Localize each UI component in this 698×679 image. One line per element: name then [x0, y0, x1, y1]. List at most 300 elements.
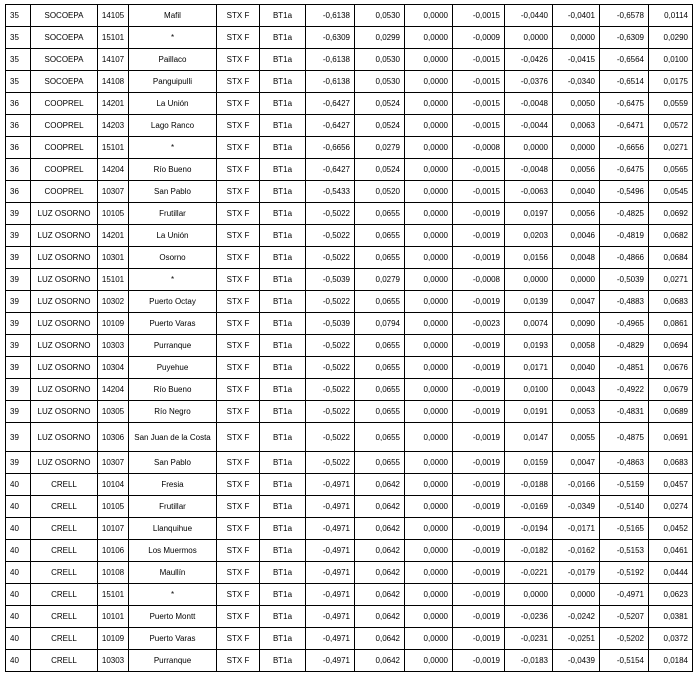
table-row	[6, 71, 693, 93]
cell-commune-name: La Unión	[129, 93, 217, 115]
cell-company-name: LUZ OSORNO	[31, 203, 98, 225]
cell-value-6: -0,0162	[553, 540, 600, 562]
cell-value-1: -0,4971	[306, 628, 355, 650]
cell-commune-name: Río Negro	[129, 401, 217, 423]
cell-commune-code: 10307	[98, 452, 129, 474]
cell-value-4: -0,0023	[453, 313, 505, 335]
cell-value-2: 0,0642	[355, 628, 405, 650]
cell-value-5: 0,0156	[505, 247, 553, 269]
cell-value-8: 0,0114	[649, 5, 693, 27]
cell-value-2: 0,0655	[355, 203, 405, 225]
cell-value-1: -0,5039	[306, 313, 355, 335]
cell-value-8: 0,0692	[649, 203, 693, 225]
cell-company-id: 40	[6, 562, 31, 584]
cell-tariff: BT1a	[260, 423, 306, 452]
cell-value-1: -0,5022	[306, 452, 355, 474]
cell-value-4: -0,0019	[453, 562, 505, 584]
cell-value-3: 0,0000	[405, 313, 453, 335]
cell-value-3: 0,0000	[405, 93, 453, 115]
cell-value-4: -0,0008	[453, 137, 505, 159]
cell-value-2: 0,0642	[355, 540, 405, 562]
cell-company-id: 39	[6, 452, 31, 474]
cell-value-7: -0,5192	[600, 562, 649, 584]
cell-value-3: 0,0000	[405, 181, 453, 203]
cell-value-4: -0,0019	[453, 401, 505, 423]
cell-value-6: 0,0000	[553, 27, 600, 49]
cell-commune-name: Lago Ranco	[129, 115, 217, 137]
cell-value-3: 0,0000	[405, 71, 453, 93]
cell-value-4: -0,0019	[453, 423, 505, 452]
cell-value-5: -0,0426	[505, 49, 553, 71]
table-row	[6, 650, 693, 672]
cell-value-8: 0,0684	[649, 247, 693, 269]
cell-value-3: 0,0000	[405, 584, 453, 606]
cell-value-8: 0,0683	[649, 291, 693, 313]
cell-company-id: 36	[6, 181, 31, 203]
cell-tariff: BT1a	[260, 313, 306, 335]
cell-value-5: 0,0159	[505, 452, 553, 474]
cell-commune-name: Fresia	[129, 474, 217, 496]
cell-value-2: 0,0655	[355, 423, 405, 452]
cell-commune-code: 10305	[98, 401, 129, 423]
cell-value-4: -0,0015	[453, 93, 505, 115]
cell-value-8: 0,0274	[649, 496, 693, 518]
cell-tariff: BT1a	[260, 540, 306, 562]
cell-value-7: -0,4922	[600, 379, 649, 401]
cell-value-7: -0,4875	[600, 423, 649, 452]
cell-value-5: -0,0183	[505, 650, 553, 672]
cell-value-2: 0,0655	[355, 379, 405, 401]
cell-company-id: 40	[6, 474, 31, 496]
cell-value-1: -0,4971	[306, 650, 355, 672]
cell-system: STX F	[217, 137, 260, 159]
cell-value-8: 0,0461	[649, 540, 693, 562]
cell-value-4: -0,0019	[453, 379, 505, 401]
cell-value-5: 0,0193	[505, 335, 553, 357]
cell-value-3: 0,0000	[405, 335, 453, 357]
cell-company-id: 36	[6, 93, 31, 115]
cell-value-3: 0,0000	[405, 650, 453, 672]
table-row	[6, 269, 693, 291]
cell-company-name: CRELL	[31, 650, 98, 672]
cell-value-3: 0,0000	[405, 269, 453, 291]
cell-value-2: 0,0524	[355, 115, 405, 137]
cell-company-name: SOCOEPA	[31, 5, 98, 27]
cell-value-6: 0,0047	[553, 452, 600, 474]
cell-company-name: CRELL	[31, 518, 98, 540]
cell-value-1: -0,5022	[306, 401, 355, 423]
cell-value-6: 0,0000	[553, 584, 600, 606]
cell-commune-name: Purranque	[129, 650, 217, 672]
cell-value-7: -0,5140	[600, 496, 649, 518]
cell-company-name: LUZ OSORNO	[31, 335, 98, 357]
cell-commune-name: *	[129, 584, 217, 606]
cell-value-3: 0,0000	[405, 518, 453, 540]
cell-value-8: 0,0290	[649, 27, 693, 49]
cell-system: STX F	[217, 452, 260, 474]
cell-value-4: -0,0008	[453, 269, 505, 291]
cell-value-4: -0,0019	[453, 335, 505, 357]
cell-tariff: BT1a	[260, 115, 306, 137]
cell-value-7: -0,6475	[600, 159, 649, 181]
cell-company-name: LUZ OSORNO	[31, 225, 98, 247]
cell-value-5: -0,0236	[505, 606, 553, 628]
cell-value-7: -0,5202	[600, 628, 649, 650]
cell-tariff: BT1a	[260, 247, 306, 269]
cell-value-5: -0,0194	[505, 518, 553, 540]
cell-commune-name: *	[129, 27, 217, 49]
cell-value-2: 0,0279	[355, 269, 405, 291]
cell-value-5: 0,0000	[505, 137, 553, 159]
cell-company-name: LUZ OSORNO	[31, 401, 98, 423]
cell-value-3: 0,0000	[405, 540, 453, 562]
cell-value-6: -0,0439	[553, 650, 600, 672]
cell-value-5: 0,0197	[505, 203, 553, 225]
table-body	[6, 5, 693, 672]
cell-commune-code: 10303	[98, 335, 129, 357]
cell-value-7: -0,4819	[600, 225, 649, 247]
cell-value-2: 0,0794	[355, 313, 405, 335]
cell-value-5: 0,0139	[505, 291, 553, 313]
cell-value-4: -0,0019	[453, 650, 505, 672]
cell-commune-code: 14204	[98, 159, 129, 181]
cell-value-6: 0,0048	[553, 247, 600, 269]
cell-value-2: 0,0655	[355, 401, 405, 423]
cell-value-8: 0,0623	[649, 584, 693, 606]
cell-value-1: -0,5433	[306, 181, 355, 203]
cell-commune-code: 15101	[98, 584, 129, 606]
cell-value-1: -0,6427	[306, 93, 355, 115]
cell-value-2: 0,0642	[355, 650, 405, 672]
cell-value-3: 0,0000	[405, 247, 453, 269]
cell-value-5: -0,0376	[505, 71, 553, 93]
cell-value-6: -0,0349	[553, 496, 600, 518]
cell-value-2: 0,0655	[355, 452, 405, 474]
cell-value-5: -0,0048	[505, 93, 553, 115]
cell-value-5: -0,0063	[505, 181, 553, 203]
cell-company-name: LUZ OSORNO	[31, 379, 98, 401]
cell-company-id: 40	[6, 496, 31, 518]
cell-system: STX F	[217, 159, 260, 181]
cell-value-1: -0,6656	[306, 137, 355, 159]
cell-value-6: 0,0056	[553, 159, 600, 181]
cell-value-8: 0,0184	[649, 650, 693, 672]
cell-value-8: 0,0679	[649, 379, 693, 401]
cell-value-2: 0,0524	[355, 159, 405, 181]
cell-commune-name: La Unión	[129, 225, 217, 247]
cell-company-id: 40	[6, 540, 31, 562]
cell-value-2: 0,0642	[355, 474, 405, 496]
cell-value-4: -0,0019	[453, 247, 505, 269]
cell-value-1: -0,4971	[306, 518, 355, 540]
cell-tariff: BT1a	[260, 628, 306, 650]
cell-value-7: -0,5153	[600, 540, 649, 562]
cell-system: STX F	[217, 423, 260, 452]
cell-value-5: -0,0048	[505, 159, 553, 181]
cell-value-2: 0,0642	[355, 584, 405, 606]
cell-tariff: BT1a	[260, 562, 306, 584]
cell-tariff: BT1a	[260, 71, 306, 93]
cell-company-name: LUZ OSORNO	[31, 247, 98, 269]
cell-value-2: 0,0299	[355, 27, 405, 49]
cell-tariff: BT1a	[260, 269, 306, 291]
cell-company-name: COOPREL	[31, 181, 98, 203]
cell-commune-code: 10101	[98, 606, 129, 628]
cell-tariff: BT1a	[260, 203, 306, 225]
table-row	[6, 203, 693, 225]
cell-value-4: -0,0019	[453, 225, 505, 247]
table-row	[6, 401, 693, 423]
cell-value-3: 0,0000	[405, 225, 453, 247]
cell-company-name: CRELL	[31, 606, 98, 628]
cell-commune-code: 15101	[98, 137, 129, 159]
cell-tariff: BT1a	[260, 584, 306, 606]
cell-value-5: -0,0221	[505, 562, 553, 584]
cell-company-id: 35	[6, 27, 31, 49]
cell-system: STX F	[217, 5, 260, 27]
cell-value-6: 0,0046	[553, 225, 600, 247]
cell-value-2: 0,0279	[355, 137, 405, 159]
cell-company-id: 39	[6, 335, 31, 357]
cell-value-8: 0,0545	[649, 181, 693, 203]
table-row	[6, 335, 693, 357]
cell-commune-code: 14107	[98, 49, 129, 71]
cell-value-8: 0,0452	[649, 518, 693, 540]
table-row	[6, 247, 693, 269]
cell-company-name: COOPREL	[31, 115, 98, 137]
cell-value-1: -0,6138	[306, 71, 355, 93]
table-row	[6, 357, 693, 379]
cell-commune-name: San Pablo	[129, 452, 217, 474]
table-row	[6, 452, 693, 474]
cell-value-3: 0,0000	[405, 49, 453, 71]
cell-tariff: BT1a	[260, 27, 306, 49]
cell-value-6: -0,0171	[553, 518, 600, 540]
cell-tariff: BT1a	[260, 159, 306, 181]
table-row	[6, 379, 693, 401]
table-row	[6, 225, 693, 247]
table-row	[6, 115, 693, 137]
cell-value-7: -0,6578	[600, 5, 649, 27]
cell-commune-name: Puyehue	[129, 357, 217, 379]
cell-value-7: -0,4883	[600, 291, 649, 313]
cell-tariff: BT1a	[260, 181, 306, 203]
cell-system: STX F	[217, 27, 260, 49]
cell-value-7: -0,4866	[600, 247, 649, 269]
cell-value-6: 0,0040	[553, 181, 600, 203]
cell-value-3: 0,0000	[405, 401, 453, 423]
cell-value-3: 0,0000	[405, 606, 453, 628]
cell-value-2: 0,0642	[355, 518, 405, 540]
cell-company-id: 39	[6, 379, 31, 401]
cell-value-8: 0,0444	[649, 562, 693, 584]
cell-commune-code: 10307	[98, 181, 129, 203]
cell-value-6: 0,0000	[553, 269, 600, 291]
table-row	[6, 49, 693, 71]
cell-value-5: 0,0000	[505, 27, 553, 49]
cell-company-id: 39	[6, 225, 31, 247]
cell-commune-name: *	[129, 137, 217, 159]
cell-value-3: 0,0000	[405, 203, 453, 225]
cell-system: STX F	[217, 203, 260, 225]
cell-value-4: -0,0019	[453, 496, 505, 518]
cell-commune-code: 15101	[98, 27, 129, 49]
cell-tariff: BT1a	[260, 291, 306, 313]
cell-value-7: -0,5039	[600, 269, 649, 291]
cell-value-8: 0,0175	[649, 71, 693, 93]
cell-commune-name: Llanquihue	[129, 518, 217, 540]
cell-value-8: 0,0271	[649, 269, 693, 291]
cell-company-id: 40	[6, 606, 31, 628]
cell-value-6: -0,0415	[553, 49, 600, 71]
cell-company-name: LUZ OSORNO	[31, 313, 98, 335]
cell-system: STX F	[217, 115, 260, 137]
cell-value-2: 0,0642	[355, 496, 405, 518]
cell-value-5: 0,0100	[505, 379, 553, 401]
cell-value-5: -0,0231	[505, 628, 553, 650]
cell-commune-name: Puerto Varas	[129, 313, 217, 335]
cell-value-4: -0,0009	[453, 27, 505, 49]
cell-value-6: 0,0040	[553, 357, 600, 379]
cell-value-2: 0,0520	[355, 181, 405, 203]
cell-system: STX F	[217, 650, 260, 672]
cell-value-1: -0,5039	[306, 269, 355, 291]
cell-commune-code: 14105	[98, 5, 129, 27]
cell-commune-code: 10301	[98, 247, 129, 269]
cell-commune-name: San Pablo	[129, 181, 217, 203]
cell-value-2: 0,0655	[355, 335, 405, 357]
cell-value-1: -0,5022	[306, 379, 355, 401]
cell-value-3: 0,0000	[405, 562, 453, 584]
cell-value-5: 0,0171	[505, 357, 553, 379]
cell-value-6: -0,0179	[553, 562, 600, 584]
table-row	[6, 518, 693, 540]
cell-value-3: 0,0000	[405, 159, 453, 181]
cell-company-name: LUZ OSORNO	[31, 357, 98, 379]
cell-value-5: -0,0440	[505, 5, 553, 27]
cell-system: STX F	[217, 540, 260, 562]
cell-value-7: -0,4965	[600, 313, 649, 335]
cell-value-1: -0,4971	[306, 496, 355, 518]
cell-value-1: -0,5022	[306, 203, 355, 225]
cell-system: STX F	[217, 49, 260, 71]
cell-value-8: 0,0271	[649, 137, 693, 159]
cell-value-2: 0,0655	[355, 357, 405, 379]
cell-company-name: COOPREL	[31, 93, 98, 115]
cell-value-6: 0,0055	[553, 423, 600, 452]
cell-system: STX F	[217, 379, 260, 401]
cell-value-8: 0,0381	[649, 606, 693, 628]
cell-value-2: 0,0642	[355, 606, 405, 628]
cell-value-1: -0,6427	[306, 159, 355, 181]
cell-value-3: 0,0000	[405, 628, 453, 650]
cell-value-7: -0,4851	[600, 357, 649, 379]
cell-value-3: 0,0000	[405, 5, 453, 27]
cell-value-6: 0,0050	[553, 93, 600, 115]
table-row	[6, 628, 693, 650]
cell-company-id: 39	[6, 313, 31, 335]
cell-value-2: 0,0655	[355, 225, 405, 247]
cell-value-5: 0,0000	[505, 584, 553, 606]
cell-value-4: -0,0019	[453, 474, 505, 496]
cell-value-7: -0,4829	[600, 335, 649, 357]
cell-value-8: 0,0682	[649, 225, 693, 247]
cell-value-1: -0,6138	[306, 5, 355, 27]
table-row	[6, 181, 693, 203]
cell-company-name: LUZ OSORNO	[31, 269, 98, 291]
cell-commune-code: 10109	[98, 628, 129, 650]
cell-system: STX F	[217, 628, 260, 650]
cell-value-7: -0,6564	[600, 49, 649, 71]
cell-value-5: 0,0000	[505, 269, 553, 291]
cell-company-id: 40	[6, 628, 31, 650]
cell-tariff: BT1a	[260, 650, 306, 672]
cell-company-id: 39	[6, 357, 31, 379]
cell-value-2: 0,0524	[355, 93, 405, 115]
cell-commune-code: 10302	[98, 291, 129, 313]
cell-value-6: 0,0043	[553, 379, 600, 401]
cell-tariff: BT1a	[260, 357, 306, 379]
cell-value-3: 0,0000	[405, 423, 453, 452]
cell-company-id: 35	[6, 5, 31, 27]
cell-value-2: 0,0530	[355, 5, 405, 27]
cell-company-id: 39	[6, 423, 31, 452]
cell-company-name: CRELL	[31, 562, 98, 584]
cell-commune-name: Río Bueno	[129, 159, 217, 181]
cell-value-3: 0,0000	[405, 27, 453, 49]
cell-value-6: 0,0000	[553, 137, 600, 159]
cell-value-8: 0,0676	[649, 357, 693, 379]
cell-value-5: -0,0044	[505, 115, 553, 137]
cell-system: STX F	[217, 401, 260, 423]
cell-value-5: 0,0191	[505, 401, 553, 423]
cell-value-8: 0,0694	[649, 335, 693, 357]
cell-value-4: -0,0015	[453, 115, 505, 137]
cell-value-1: -0,5022	[306, 357, 355, 379]
table-row	[6, 5, 693, 27]
cell-value-1: -0,6427	[306, 115, 355, 137]
cell-commune-name: Frutillar	[129, 203, 217, 225]
cell-value-7: -0,6514	[600, 71, 649, 93]
cell-value-8: 0,0559	[649, 93, 693, 115]
cell-company-id: 36	[6, 137, 31, 159]
cell-value-3: 0,0000	[405, 379, 453, 401]
cell-company-name: COOPREL	[31, 137, 98, 159]
cell-commune-code: 14201	[98, 225, 129, 247]
cell-value-1: -0,4971	[306, 562, 355, 584]
cell-value-8: 0,0100	[649, 49, 693, 71]
cell-commune-code: 10106	[98, 540, 129, 562]
cell-commune-code: 10105	[98, 203, 129, 225]
cell-tariff: BT1a	[260, 335, 306, 357]
cell-value-4: -0,0019	[453, 291, 505, 313]
cell-company-name: LUZ OSORNO	[31, 291, 98, 313]
cell-tariff: BT1a	[260, 496, 306, 518]
cell-value-7: -0,6475	[600, 93, 649, 115]
cell-system: STX F	[217, 93, 260, 115]
cell-commune-name: Frutillar	[129, 496, 217, 518]
table-row	[6, 27, 693, 49]
cell-value-2: 0,0530	[355, 49, 405, 71]
cell-value-1: -0,4971	[306, 584, 355, 606]
cell-value-4: -0,0015	[453, 71, 505, 93]
cell-company-id: 39	[6, 247, 31, 269]
cell-commune-code: 10306	[98, 423, 129, 452]
cell-system: STX F	[217, 71, 260, 93]
cell-value-8: 0,0689	[649, 401, 693, 423]
cell-system: STX F	[217, 247, 260, 269]
cell-value-3: 0,0000	[405, 137, 453, 159]
